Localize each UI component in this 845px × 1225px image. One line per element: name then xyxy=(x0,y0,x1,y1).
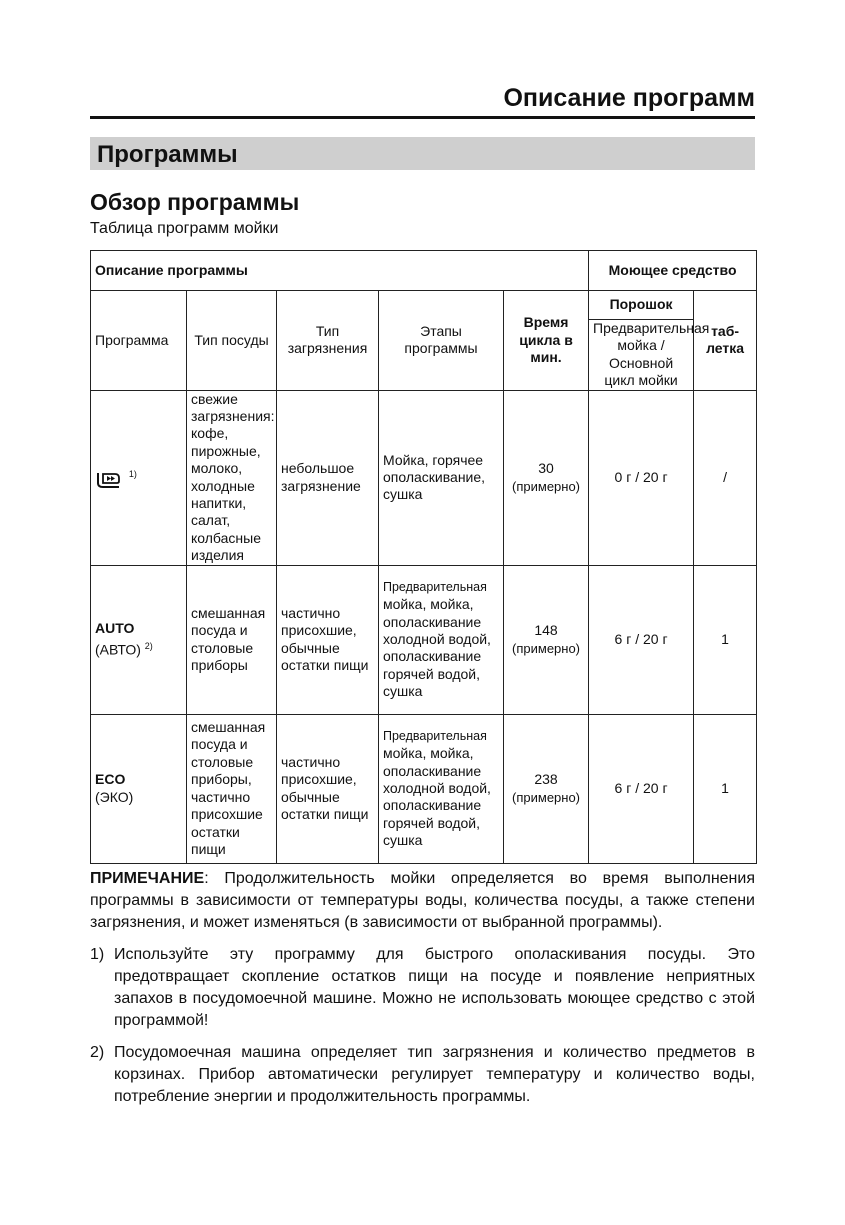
program-table xyxy=(90,250,757,864)
cell-stages-rest: мойка, мойка, ополаскивание холодной водой, ополаскивание горячей водой, сушка xyxy=(383,596,491,700)
cell-soil-type: небольшое загрязнение xyxy=(277,390,379,565)
note-label: ПРИМЕЧАНИЕ xyxy=(90,870,205,887)
footnote-number: 2) xyxy=(90,1044,105,1061)
header-rule xyxy=(90,116,755,119)
cell-program xyxy=(91,565,187,714)
cell-soil-type: частично присохшие, обычные остатки пищи xyxy=(277,714,379,863)
cell-time-value: 148 xyxy=(534,622,558,639)
header-detergent: Моющее средство xyxy=(589,251,757,291)
cell-dish-type: смешанная посуда и столовые приборы, частично присохшие остатки пищи xyxy=(187,714,277,863)
footnote xyxy=(90,1042,755,1108)
program-note: 1) xyxy=(128,469,137,480)
program-sub: (ЭКО) xyxy=(95,788,134,805)
program-name: ECO xyxy=(95,771,126,788)
page-header: Описание программ xyxy=(503,84,755,112)
program-sub: (АВТО) xyxy=(95,641,141,658)
notes-block xyxy=(90,868,755,1108)
cell-stages xyxy=(379,714,504,863)
section-title: Программы xyxy=(97,141,238,168)
col-powder: Порошок xyxy=(589,291,694,320)
quick-rinse-icon xyxy=(95,469,125,489)
cell-time-note: (примерно) xyxy=(512,478,581,494)
cell-time-value: 30 xyxy=(538,460,554,477)
footnote-text: Посудомоечная машина определяет тип загрязнения и количество предметов в корзинах. Прибор автоматически регулирует температуру и количество воды, потребление энергии и продолжительность программы. xyxy=(114,1044,755,1105)
cell-stages-first: Предварительная xyxy=(383,728,487,743)
table-row xyxy=(91,390,757,565)
subsection-title: Обзор программы xyxy=(90,189,300,215)
col-tablet: таб-летка xyxy=(694,291,757,391)
cell-stages-rest: мойка, мойка, ополаскивание холодной водой, ополаскивание горячей водой, сушка xyxy=(383,745,491,849)
cell-tablet: / xyxy=(694,390,757,565)
cell-time xyxy=(504,390,589,565)
cell-time-note: (примерно) xyxy=(512,789,581,805)
cell-dish-type: смешанная посуда и столовые приборы xyxy=(187,565,277,714)
section-bar xyxy=(90,137,755,170)
cell-time-value: 238 xyxy=(534,771,558,788)
program-name: AUTO xyxy=(95,620,135,637)
program-note: 2) xyxy=(144,640,153,651)
col-dish-type: Тип посуды xyxy=(187,291,277,391)
table-row xyxy=(91,565,757,714)
col-soil-type xyxy=(277,291,379,391)
cell-tablet: 1 xyxy=(694,714,757,863)
note-text: : Продолжительность мойки определяется во время выполнения программы в зависимости от температуры воды, количества посуды, а также степени загрязнения, и может изменяться (в зависимости от выбранной программы). xyxy=(90,870,755,931)
table-row xyxy=(91,714,757,863)
cell-tablet: 1 xyxy=(694,565,757,714)
col-program: Программа xyxy=(91,291,187,391)
cell-powder: 6 г / 20 г xyxy=(589,565,694,714)
col-stages: Этапы программы xyxy=(379,291,504,391)
cell-powder: 6 г / 20 г xyxy=(589,714,694,863)
cell-time xyxy=(504,714,589,863)
cell-soil-type: частично присохшие, обычные остатки пищи xyxy=(277,565,379,714)
cell-powder: 0 г / 20 г xyxy=(589,390,694,565)
cell-program xyxy=(91,390,187,565)
note-paragraph xyxy=(90,868,755,934)
cell-time-note: (примерно) xyxy=(512,640,581,656)
footnote-number: 1) xyxy=(90,946,105,963)
header-program-description: Описание программы xyxy=(91,251,589,291)
cell-dish-type: свежие загрязнения: кофе, пирожные, молоко, холодные напитки, салат, колбасные изделия xyxy=(187,390,277,565)
footnote-text: Используйте эту программу для быстрого ополаскивания посуды. Это предотвращает скопление остатков пищи на посуде и появление неприятных запахов в посудомоечной машине. Можно не использовать моющее средство с этой программой! xyxy=(114,946,755,1029)
cell-stages-first: Предварительная xyxy=(383,579,487,594)
cell-program xyxy=(91,714,187,863)
col-powder-sub: Предварительная мойка / Основной цикл мойки xyxy=(589,320,694,391)
col-soil-type-text: Тип загрязнения xyxy=(287,322,368,357)
cell-stages: Мойка, горячее ополаскивание, сушка xyxy=(379,390,504,565)
cell-time xyxy=(504,565,589,714)
table-caption: Таблица программ мойки xyxy=(90,220,279,237)
cell-stages xyxy=(379,565,504,714)
footnote xyxy=(90,944,755,1032)
col-time: Время цикла в мин. xyxy=(504,291,589,391)
